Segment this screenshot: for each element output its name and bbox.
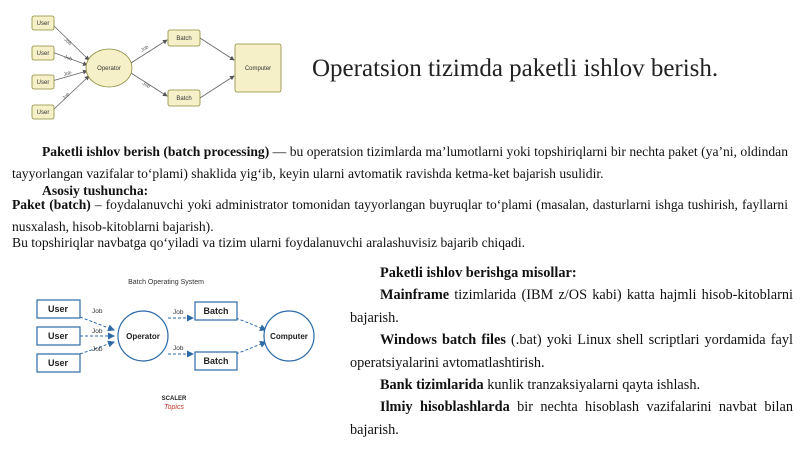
example-item <box>350 329 793 374</box>
batch-label: Batch <box>176 96 192 102</box>
user-label: User <box>36 110 50 116</box>
page-title: Operatsion tizimda paketli ishlov berish. <box>312 55 719 82</box>
bottom-batch-diagram <box>28 270 328 420</box>
job-label: Job <box>173 309 184 316</box>
example-term: Windows batch files <box>380 332 506 349</box>
job-label: Job <box>92 308 103 315</box>
operator-label: Operator <box>97 66 121 72</box>
job-label: Job <box>61 91 72 102</box>
job-label: Job <box>173 345 184 352</box>
user-label: User <box>47 304 69 314</box>
text: — bu operatsion tizimlarda ma’lumotlarni yoki topshiriqlarni bir nechta paket (ya’ni, oldindan tayyorlangan vazifalar to‘plami) shaklida yig‘ib, keyin ularni avtomatik ravishda ketma-ket bajarish usulidir. <box>12 144 788 181</box>
example-text: tizimlarida (IBM z/OS kabi) katta hajmli hisob-kitoblarni bajarish. <box>350 287 793 326</box>
operator-label: Operator <box>126 332 160 341</box>
paragraph-definition <box>12 141 788 184</box>
section-heading: Asosiy tushuncha: <box>42 183 149 198</box>
example-term: Mainframe <box>380 287 450 304</box>
job-label: Job <box>139 44 150 54</box>
term: Paketli ishlov berish (batch processing) <box>42 144 270 159</box>
example-text: bir nechta hisoblash vazifalarini navbat bilan bajarish. <box>350 399 793 438</box>
example-term: Ilmiy hisoblashlarda <box>380 399 510 416</box>
paragraph-queue: Bu topshiriqlar navbatga qo‘yiladi va tizim ularni foydalanuvchi aralashuvisiz bajarib chiqadi. <box>12 235 526 250</box>
examples-heading: Paketli ishlov berishga misollar: <box>380 265 577 281</box>
job-label: Job <box>92 328 103 335</box>
text: – foydalanuvchi yoki administrator tomonidan tayyorlangan buyruqlar to‘plami (masalan, dasturlarni ishga tushirish, fayllarni nusxalash, hisob-kitoblarni bajarish). <box>12 197 788 234</box>
example-term: Bank tizimlarida <box>380 377 484 394</box>
example-text: (.bat) yoki Linux shell scriptlari yordamida fayl operatsiyalarini avtomatlashtirish. <box>350 332 793 371</box>
logo-text: Topics <box>164 404 184 411</box>
computer-label: Computer <box>244 66 272 72</box>
batch-label: Batch <box>203 306 229 316</box>
batch-label: Batch <box>176 36 192 42</box>
job-label: Job <box>92 346 103 353</box>
term: Paket (batch) <box>12 197 91 212</box>
user-label: User <box>36 21 50 27</box>
scaler-logo <box>162 396 187 411</box>
user-label: User <box>36 51 50 57</box>
example-item <box>350 284 793 329</box>
user-label: User <box>47 358 69 368</box>
job-label: Job <box>63 54 73 63</box>
paragraph-batch <box>12 194 788 237</box>
example-item <box>350 396 793 441</box>
diagram-title: Batch Operating System <box>128 279 204 286</box>
job-label: Job <box>62 70 73 78</box>
top-batch-diagram <box>12 8 302 128</box>
job-label: Job <box>62 37 73 47</box>
example-text: kunlik tranzaksiyalarni qayta ishlash. <box>483 377 701 394</box>
examples-section <box>350 262 793 441</box>
job-label: Job <box>140 80 151 90</box>
batch-label: Batch <box>203 356 229 366</box>
logo-text: SCALER <box>161 396 187 402</box>
user-label: User <box>47 331 69 341</box>
computer-label: Computer <box>270 332 308 341</box>
user-label: User <box>36 80 50 86</box>
example-item <box>350 374 793 396</box>
